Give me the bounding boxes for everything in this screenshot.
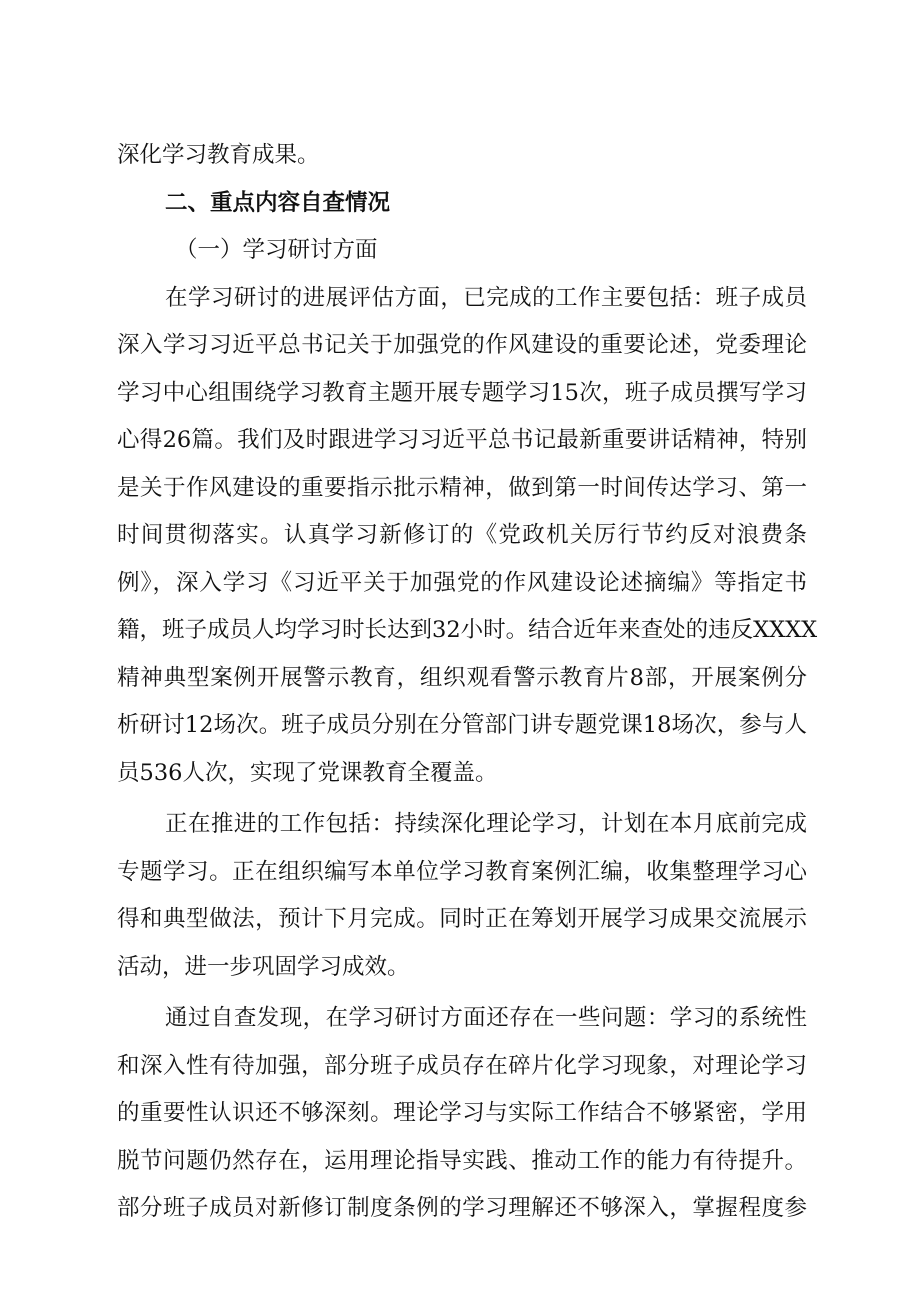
paragraph-line: 通过自查发现，在学习研讨方面还存在一些问题：学习的系统性 <box>165 1005 807 1031</box>
paragraph-line: 部分班子成员对新修订制度条例的学习理解还不够深入，掌握程度参 <box>117 1195 807 1221</box>
paragraph-line: 例》，深入学习《习近平关于加强党的作风建设论述摘编》等指定书 <box>117 569 807 596</box>
paragraph-line: 活动，进一步巩固学习成效。 <box>117 953 410 980</box>
paragraph-ongoing-work <box>117 801 807 991</box>
paragraph-issues-found <box>117 995 807 1233</box>
section-title: 二、重点内容自查情况 <box>165 189 391 216</box>
paragraph-line: 脱节问题仍然存在，运用理论指导实践、推动工作的能力有待提升。 <box>117 1147 807 1174</box>
paragraph-completed-work <box>117 275 818 798</box>
paragraph-line: 得和典型做法，预计下月完成。同时正在筹划开展学习成果交流展示 <box>117 906 807 932</box>
paragraph-line: 深入学习习近平总书记关于加强党的作风建设的重要论述，党委理论 <box>117 332 807 358</box>
subsection-title: （一）学习研讨方面 <box>175 237 378 263</box>
paragraph-line: 和深入性有待加强，部分班子成员存在碎片化学习现象，对理论学习 <box>117 1052 807 1079</box>
paragraph-line: 精神典型案例开展警示教育，组织观看警示教育片8部，开展案例分 <box>117 664 807 691</box>
paragraph-line: 心得26篇。我们及时跟进学习习近平总书记最新重要讲话精神，特别 <box>117 427 807 453</box>
paragraph-line: 析研讨12场次。班子成员分别在分管部门讲专题党课18场次，参与人 <box>117 712 807 738</box>
document-page <box>117 132 818 1233</box>
paragraph-line: 学习中心组围绕学习教育主题开展专题学习15次，班子成员撰写学习 <box>117 379 807 406</box>
paragraph-line: 的重要性认识还不够深刻。理论学习与实际工作结合不够紧密，学用 <box>117 1100 807 1126</box>
paragraph-line: 员536人次，实现了党课教育全覆盖。 <box>117 759 498 786</box>
paragraph-line: 正在推进的工作包括：持续深化理论学习，计划在本月底前完成 <box>165 811 807 837</box>
paragraph-line: 在学习研讨的进展评估方面，已完成的工作主要包括：班子成员 <box>165 284 807 311</box>
paragraph-line: 籍，班子成员人均学习时长达到32小时。结合近年来查处的违反XXXX <box>117 617 818 643</box>
paragraph-line: 时间贯彻落实。认真学习新修订的《党政机关厉行节约反对浪费条 <box>117 522 807 548</box>
paragraph-line: 专题学习。正在组织编写本单位学习教育案例汇编，收集整理学习心 <box>117 858 807 885</box>
paragraph-line: 是关于作风建设的重要指示批示精神，做到第一时间传达学习、第一 <box>117 474 807 501</box>
intro-tail-text: 深化学习教育成果。 <box>117 142 320 168</box>
